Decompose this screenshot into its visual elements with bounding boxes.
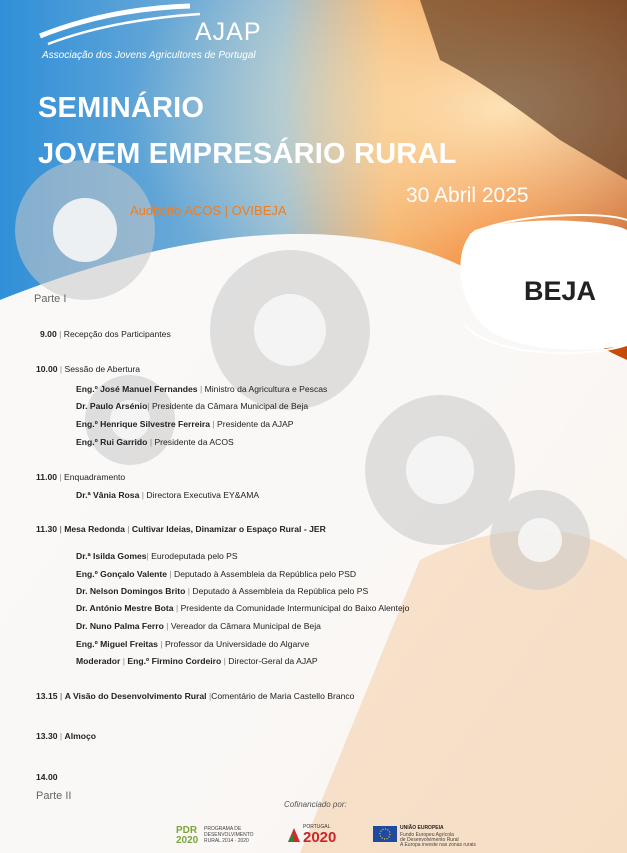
eu-flag-icon (373, 826, 397, 842)
program-row-5: 13.15 | A Visão do Desenvolvimento Rural |Comentário de Maria Castello Branco (36, 691, 355, 701)
speaker-row: Eng.º Rui Garrido | Presidente da ACOS (76, 437, 234, 447)
program-row-7: 14.00 (36, 772, 58, 782)
program-row-2: 10.00 | Sessão de Abertura (36, 364, 141, 374)
speaker-row: Dr. Paulo Arsénio| Presidente da Câmara Municipal de Beja (76, 401, 309, 411)
speaker-row: Eng.º Henrique Silvestre Ferreira | Presidente da AJAP (76, 419, 294, 429)
speaker-row: Eng.º José Manuel Fernandes | Ministro da Agricultura e Pescas (76, 384, 328, 394)
logo-full-name: Associação dos Jovens Agricultores de Portugal (42, 50, 256, 61)
pdr2020-logo: PDR 2020 PROGRAMA DE DESENVOLVIMENTO RURAL 2014 · 2020 (176, 825, 254, 846)
event-venue: Auditório ACOS | OVIBEJA (130, 203, 287, 218)
program-row-4: 11.30 | Mesa Redonda | Cultivar Ideias, Dinamizar o Espaço Rural - JER (36, 524, 326, 534)
eu-fund-logo: UNIÃO EUROPEIA Fundo Europeu Agrícola de Desenvolvimento Rural A Europa investe nas zonas rurais (373, 825, 473, 849)
portugal2020-logo: PORTUGAL 2020 (288, 824, 350, 848)
part-one-label: Parte I (34, 293, 67, 305)
speaker-row: Eng.º Gonçalo Valente | Deputado à Assembleia da República pelo PSD (76, 569, 357, 579)
moderator-row: Moderador | Eng.º Firmino Cordeiro | Director-Geral da AJAP (76, 656, 318, 666)
cofinanced-label: Cofinanciado por: (284, 800, 347, 809)
part-two-label: Parte II (36, 790, 72, 802)
program-row-3: 11.00 | Enquadramento (36, 472, 126, 482)
event-date: 30 Abril 2025 (406, 184, 529, 207)
event-city: BEJA (524, 276, 597, 306)
speaker-row: Dr. Nelson Domingos Brito | Deputado à Assembleia da República pelo PS (76, 586, 369, 596)
speaker-row: Dr.ª Isilda Gomes| Eurodeputada pelo PS (76, 551, 238, 561)
title-line1: SEMINÁRIO (38, 92, 205, 124)
speaker-row: Dr.ª Vânia Rosa | Directora Executiva EY&AMA (76, 490, 260, 500)
logo-name: AJAP (195, 18, 262, 46)
portugal-flag-icon (288, 828, 300, 842)
program-row-6: 13.30 | Almoço (36, 731, 97, 741)
speaker-row: Eng.º Miguel Freitas | Professor da Universidade do Algarve (76, 639, 310, 649)
speaker-row: Dr. Nuno Palma Ferro | Vereador da Câmara Municipal de Beja (76, 621, 321, 631)
program-row-1: 9.00 | Recepção dos Participantes (40, 329, 171, 339)
speaker-row: Dr. António Mestre Bota | Presidente da Comunidade Intermunicipal do Baixo Alentejo (76, 603, 410, 613)
title-line2: JOVEM EMPRESÁRIO RURAL (38, 138, 457, 170)
